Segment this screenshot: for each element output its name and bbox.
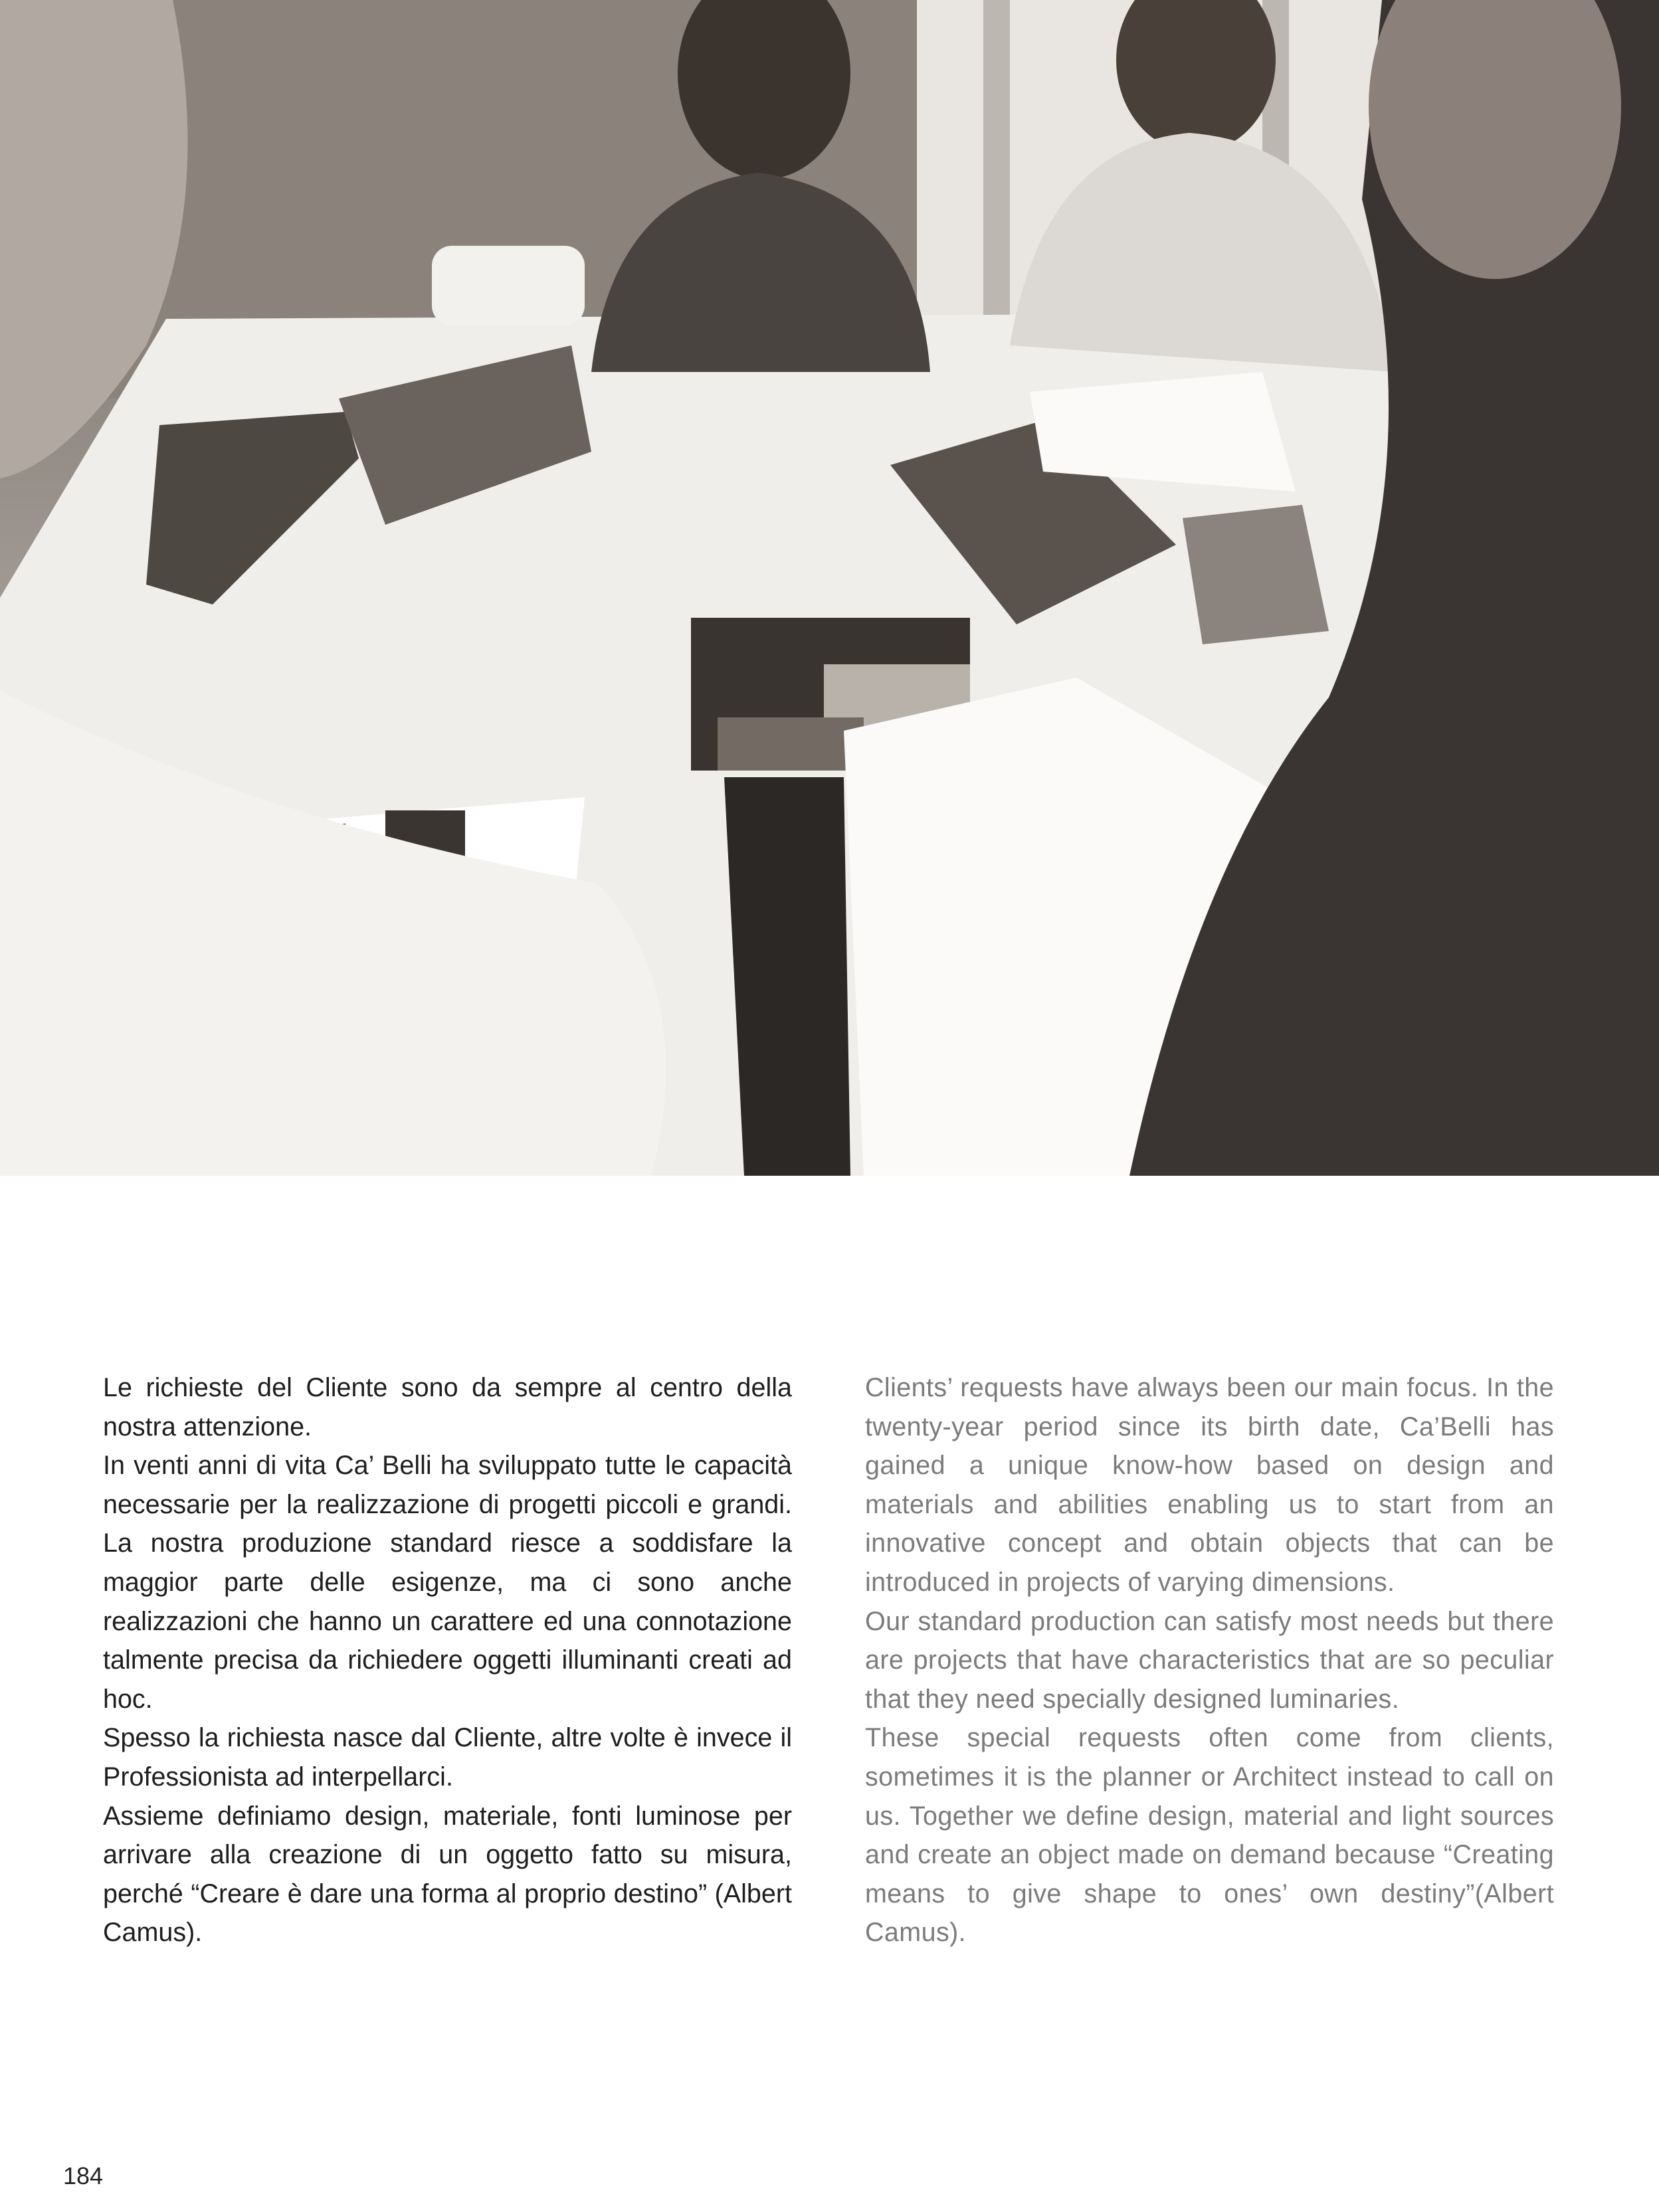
italian-paragraph: Le richieste del Cliente sono da sempre al centro della nostra attenzione. (103, 1373, 792, 1441)
english-paragraph: These special requests often come from clients, sometimes it is the planner or Architect instead to call on us. Together we define design, material and light sources and create an object made on demand because “Creating means to give shape to ones’ own destiny”(Albert Camus). (865, 1723, 1554, 1948)
english-text-column (865, 1368, 1554, 1952)
italian-paragraph: Assieme definiamo design, materiale, fonti luminose per arrivare alla creazione di un oggetto fatto su misura, perché “Creare è dare una forma al proprio destino” (Albert Camus). (103, 1801, 792, 1948)
english-paragraph: Our standard production can satisfy most needs but there are projects that have characteristics that are so peculiar that they need specially designed luminaries. (865, 1606, 1554, 1714)
italian-text-column (103, 1368, 792, 1952)
italian-paragraph: Spesso la richiesta nasce dal Cliente, altre volte è invece il Professionista ad interpellarci. (103, 1723, 792, 1792)
page-number: 184 (63, 2162, 104, 2189)
italian-paragraph: In venti anni di vita Ca’ Belli ha sviluppato tutte le capacità necessarie per la realizzazione di progetti piccoli e grandi. La nostra produzione standard riesce a soddisfare la maggior parte delle esigenze, ma ci sono anche realizzazioni che hanno un carattere ed una connotazione talmente precisa da richiedere oggetti illuminanti creati ad hoc. (103, 1451, 792, 1714)
english-paragraph: Clients’ requests have always been our main focus. In the twenty-year period since its birth date, Ca’Belli has gained a unique know-how based on design and materials and abilities enabling us to start from an innovative concept and obtain objects that can be introduced in projects of varying dimensions. (865, 1373, 1554, 1597)
